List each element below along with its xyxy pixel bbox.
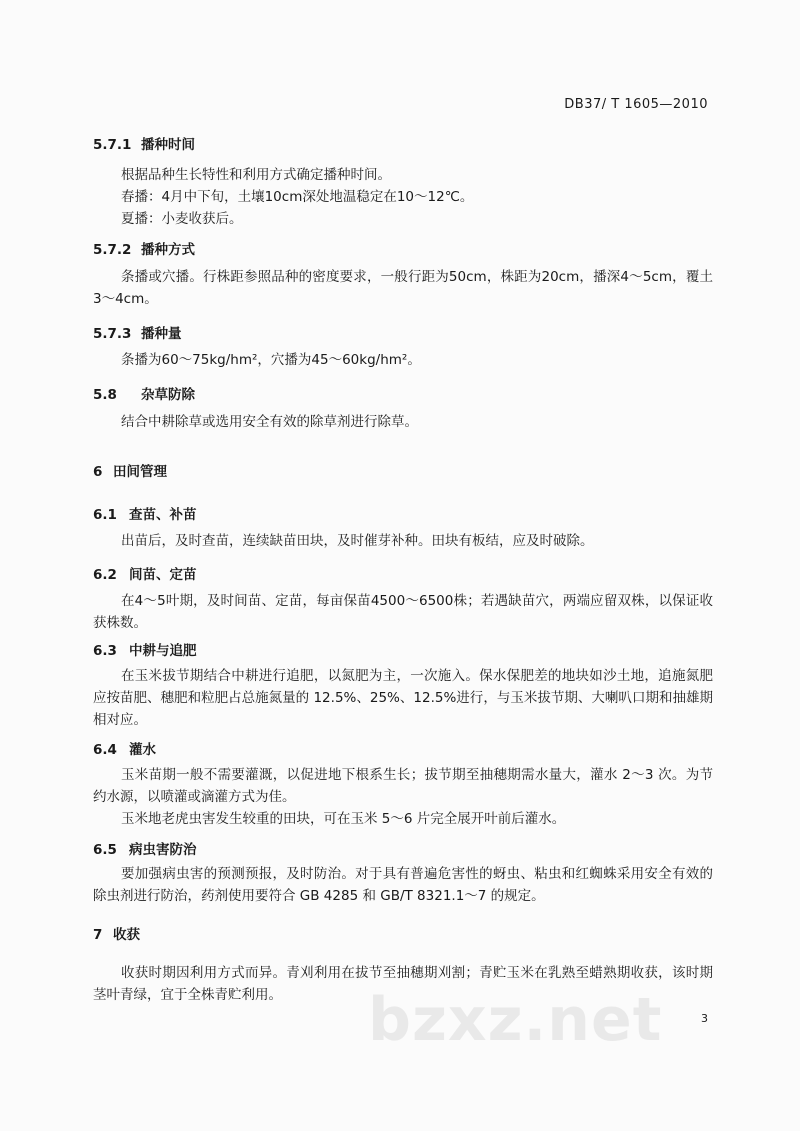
paragraph: 在4～5叶期，及时间苗、定苗，每亩保苗4500～6500株；若遇缺苗穴，两端应留双株，以保证收获株数。 — [93, 593, 713, 631]
section-number: 5.8 — [93, 387, 117, 403]
paragraph: 玉米苗期一般不需要灌溉，以促进地下根系生长；拔节期至抽穗期需水量大，灌水 2～3 次。为节约水源，以喷灌或滴灌方式为佳。 — [93, 767, 713, 805]
section-title: 收获 — [113, 927, 140, 943]
heading-5-7-2 — [93, 238, 195, 258]
heading-7 — [93, 923, 140, 943]
heading-5-8 — [93, 383, 195, 403]
section-title: 播种时间 — [141, 137, 195, 153]
section-number: 6.1 — [93, 507, 117, 523]
heading-5-7-1 — [93, 133, 195, 153]
section-number: 6.2 — [93, 567, 117, 583]
document-code: DB37/ T 1605—2010 — [564, 97, 708, 112]
paragraph: 出苗后，及时查苗，连续缺苗田块，及时催芽补种。田块有板结，应及时破除。 — [121, 533, 594, 549]
section-number: 5.7.1 — [93, 137, 132, 153]
section-number: 6.5 — [93, 842, 117, 858]
page-number: 3 — [701, 1012, 708, 1025]
section-title: 查苗、补苗 — [129, 507, 197, 523]
section-number: 6.3 — [93, 643, 117, 659]
section-number: 7 — [93, 927, 103, 943]
section-number: 5.7.3 — [93, 326, 132, 342]
section-title: 中耕与追肥 — [129, 643, 197, 659]
heading-6-4 — [93, 738, 156, 758]
section-title: 田间管理 — [113, 464, 167, 480]
section-title: 病虫害防治 — [129, 842, 197, 858]
paragraph: 条播或穴播。行株距参照品种的密度要求，一般行距为50cm，株距为20cm，播深4～5cm，覆土3～4cm。 — [93, 269, 713, 307]
heading-6-5 — [93, 838, 197, 858]
paragraph: 要加强病虫害的预测预报，及时防治。对于具有普遍危害性的蚜虫、粘虫和红蜘蛛采用安全有效的除虫剂进行防治，药剂使用要符合 GB 4285 和 GB/T 8321.1～7 的规定。 — [93, 866, 713, 904]
section-title: 间苗、定苗 — [129, 567, 197, 583]
heading-6-2 — [93, 563, 197, 583]
section-number: 6 — [93, 464, 103, 480]
paragraph-line: 春播：4月中下旬，土壤10cm深处地温稳定在10～12℃。 — [121, 189, 474, 205]
section-title: 播种量 — [141, 326, 182, 342]
section-number: 6.4 — [93, 742, 117, 758]
paragraph: 结合中耕除草或选用安全有效的除草剂进行除草。 — [121, 414, 418, 430]
section-title: 杂草防除 — [141, 387, 195, 403]
paragraph-line: 根据品种生长特性和利用方式确定播种时间。 — [121, 167, 391, 183]
heading-5-7-3 — [93, 322, 182, 342]
section-number: 5.7.2 — [93, 242, 132, 258]
section-title: 灌水 — [129, 742, 156, 758]
paragraph: 在玉米拔节期结合中耕进行追肥，以氮肥为主，一次施入。保水保肥差的地块如沙土地，追施氮肥应按苗肥、穗肥和粒肥占总施氮量的 12.5%、25%、12.5%进行，与玉米拔节期、大喇叭口期和抽雄期相对应。 — [93, 668, 713, 728]
paragraph: 收获时期因利用方式而异。青刈利用在拔节至抽穗期刈割；青贮玉米在乳熟至蜡熟期收获，该时期茎叶青绿，宜于全株青贮利用。 — [93, 965, 713, 1003]
paragraph: 玉米地老虎虫害发生较重的田块，可在玉米 5～6 片完全展开叶前后灌水。 — [121, 811, 566, 827]
heading-6-1 — [93, 503, 197, 523]
watermark-text: bzxz.net — [368, 985, 663, 1055]
section-title: 播种方式 — [141, 242, 195, 258]
paragraph-line: 夏播：小麦收获后。 — [121, 211, 243, 227]
heading-6-3 — [93, 639, 197, 659]
paragraph: 条播为60～75kg/hm²，穴播为45～60kg/hm²。 — [121, 352, 421, 368]
heading-6 — [93, 460, 167, 480]
